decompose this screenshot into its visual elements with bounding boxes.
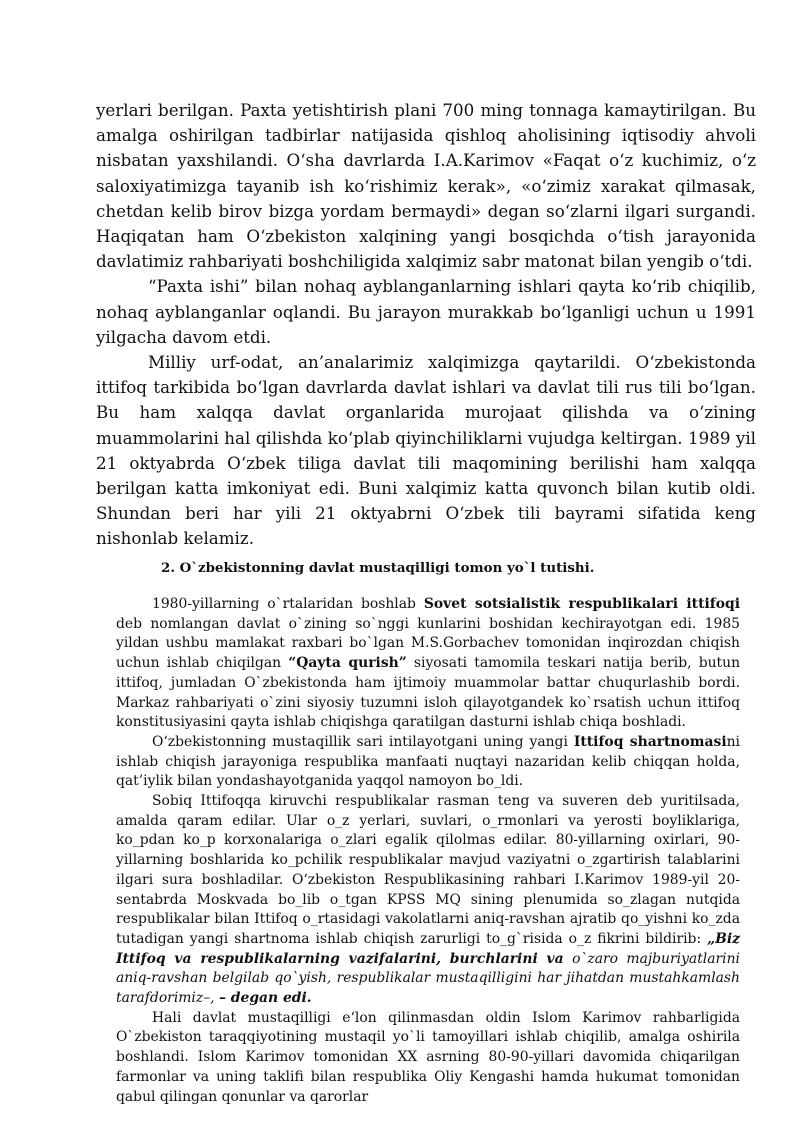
section-2-text: [116, 595, 740, 1107]
bold-italic-quote-end: – degan edi.: [218, 990, 312, 1007]
bold-term-ussr: Sovet sotsialistik respublikalari ittifoqi: [423, 596, 740, 612]
text-run: deb nomlangan davlat o`zining so`nggi kunlarini boshidan kechirayotgan edi. 1985 yildan ushbu mamlakat raxbari bo`lgan M.S.Gorbachev tomonidan inqirozdan chiqish uchun ishlab chiqilgan: [116, 615, 740, 672]
paragraph-state-language: Milliy urf-odat, an’analarimiz xalqimizga qaytarildi. O‘zbekistonda ittifoq tarkibida bo‘lgan davrlarda davlat ishlari va davlat tili rus tili bo‘lgan. Bu ham xalqqa davlat organlarida murojaat qilishda va o‘zining muammolarini hal qilishda ko‘plab qiyinchiliklarni vujudga keltirgan. 1989 yil 21 oktyabrda O‘zbek tiliga davlat tili maqomining berilishi ham xalqqa berilgan katta imkoniyat edi. Buni xalqimiz katta quvonch bilan kutib oldi. Shundan beri har yili 21 oktyabrni O‘zbek tili bayrami sifatida keng nishonlab kelamiz.: [96, 352, 756, 549]
section-heading: 2. O`zbekistonning davlat mustaqilligi tomon yo`l tutishi.: [161, 560, 595, 576]
paragraph-cotton-plan: yerlari berilgan. Paxta yetishtirish plani 700 ming tonnaga kamaytirilgan. Bu amalga oshirilgan tadbirlar natijasida qishloq aholisining iqtisodiy ahvoli nisbatan yaxshilandi. O‘sha davrlarda I.A.Karimov «Faqat o‘z kuchimiz, o‘z saloxiyatimizga tayanib ish ko‘rishimiz kerak», «o‘zimiz xarakat qilmasak, chetdan kelib birov bizga yordam bermaydi» degan so‘zlarni ilgari surgandi. Haqiqatan ham O‘zbekiston xalqining yangi bosqichda o‘tish jarayonida davlatimiz rahbariyati boshchiligida xalqimiz sabr matonat bilan yengib o‘tdi.: [96, 100, 756, 272]
paragraph-union-treaty: [116, 733, 740, 792]
text-run: ni ishlab chiqish jarayoniga respublika manfaati nuqtayi nazaridan kelib chiqqan holda, qat’iylik bilan yondashayotganida yaqqol namoyon bo_ldi.: [116, 733, 740, 790]
text-run: 1980-yillarning o`rtalaridan boshlab: [152, 596, 424, 612]
bold-term-perestroika: “Qayta qurish”: [288, 655, 407, 672]
text-run: O‘zbekistonning mustaqillik sari intilayotgani uning yangi: [152, 733, 574, 750]
bold-italic-quote: „Biz Ittifoq va respublikalarning vazifalarini, burchlarini va: [116, 930, 740, 967]
italic-quote: o`zaro majburiyatlarini aniq-ravshan belgilab qo`yish, respublikalar mustaqilligini har jihatdan mustahkamlash tarafdorimiz–,: [116, 950, 740, 1007]
paragraph-ussr-crisis: [116, 595, 740, 733]
paragraph-independent-path: Hali davlat mustaqilligi e‘lon qilinmasdan oldin Islom Karimov rahbarligida O`zbekiston taraqqiyotining mustaqil yo`li tamoyillari ishlab chiqilib, amalga oshirila boshlandi. Islom Karimov tomonidan XX asrning 80-90-yillari davomida chiqarilgan farmonlar va uning taklifi bilan respublika Oliy Kengashi hamda hukumat tomonidan qabul qilingan qonunlar va qarorlar: [116, 1009, 740, 1105]
paragraph-republics: [116, 792, 740, 1009]
text-run: siyosati tamomila teskari natija berib, butun ittifoq, jumladan O`zbekistonda ham ijtimoiy muammolar battar chuqurlashib bordi. Markaz rahbariyati o`zini siyosiy tuzumni isloh qilayotgandek ko`rsatish uchun ittifoq konstitusiyasini qayta ishlab chiqishga qaratilgan dasturni ishlab chiqa boshladi.: [116, 655, 741, 731]
bold-term-union-treaty: Ittifoq shartnomasi: [573, 733, 727, 750]
paragraph-cotton-case: “Paxta ishi” bilan nohaq ayblanganlarning ishlari qayta ko‘rib chiqilib, nohaq ayblanganlar oqlandi. Bu jarayon murakkab bo‘lganligi uchun u 1991 yilgacha davom etdi.: [96, 276, 756, 347]
text-run: Sobiq Ittifoqqa kiruvchi respublikalar rasman teng va suveren deb yuritilsada, amalda qaram edilar. Ular o_z yerlari, suvlari, o_rmonlari va yerosti boyliklariga, ko_pdan ko_p korxonalariga o_zlari egalik qilolmas edilar. 80-yillarning oxirlari, 90-yillarning boshlarida ko_pchilik respublikalar mavjud vaziyatni o_zgartirish talablarini ilgari sura boshladilar. O‘zbekiston Respublikasining rahbari I.Karimov 1989-yil 20-sentabrda Moskvada bo_lib o_tgan KPSS MQ sining plenumida so_zlagan nutqida respublikalar bilan Ittifoq o_rtasidagi vakolatlarni aniq-ravshan ajratib qo_yishni ko_zda tutadigan yangi shartnoma ishlab chiqish zarurligi to_g`risida o_z fikrini bildirib:: [116, 793, 740, 947]
section-1-text: [96, 98, 756, 552]
